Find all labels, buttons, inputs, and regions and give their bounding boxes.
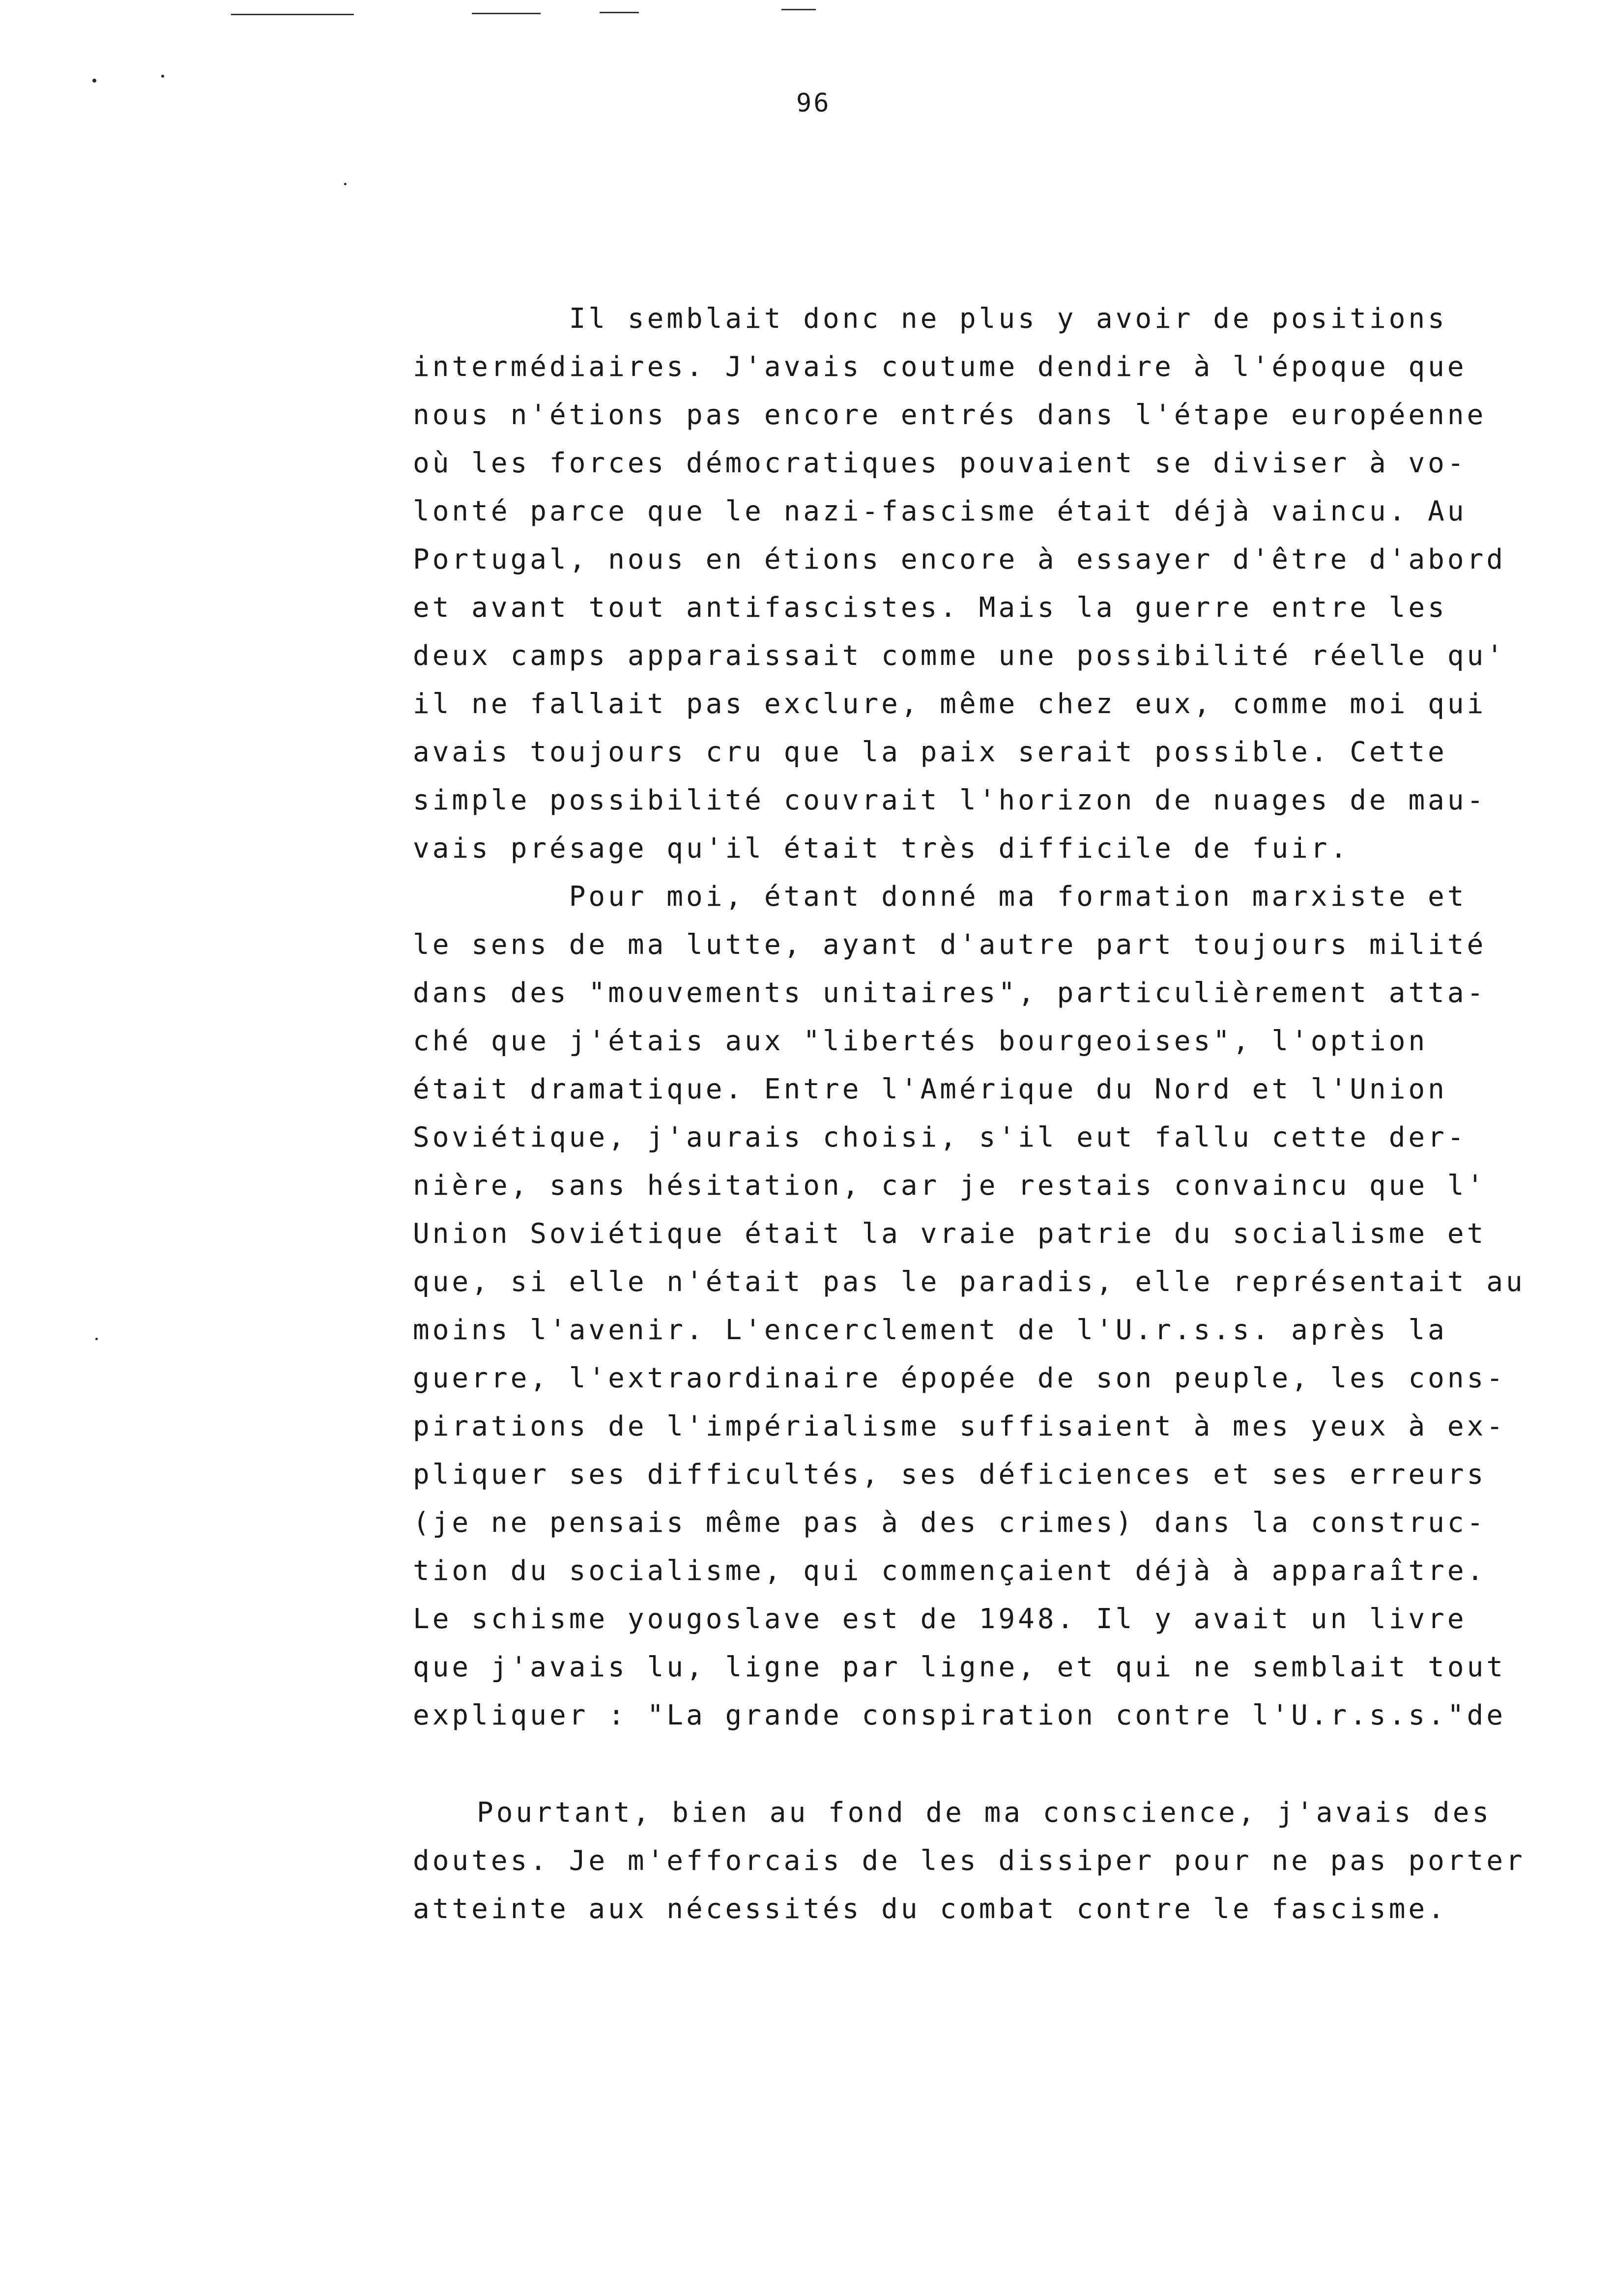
text-line: dans des "mouvements unitaires", particulièrement atta-: [413, 977, 1487, 1009]
text-line: tion du socialisme, qui commençaient déjà à apparaître.: [413, 1555, 1487, 1587]
text-line: Soviétique, j'aurais choisi, s'il eut fallu cette der-: [413, 1121, 1467, 1153]
text-line: lonté parce que le nazi-fascisme était déjà vaincu. Au: [413, 495, 1467, 527]
text-line: et avant tout antifascistes. Mais la guerre entre les: [413, 592, 1447, 624]
text-line: doutes. Je m'efforcais de les dissiper pour ne pas porter: [413, 1845, 1526, 1877]
text-line: moins l'avenir. L'encerclement de l'U.r.s.s. après la: [413, 1314, 1447, 1346]
text-line: que j'avais lu, ligne par ligne, et qui ne semblait tout: [413, 1651, 1506, 1683]
scan-artifact-line: [781, 9, 816, 10]
text-line: avais toujours cru que la paix serait possible. Cette: [413, 736, 1447, 768]
paragraph-gap: [413, 1740, 1543, 1789]
text-line: Pourtant, bien au fond de ma conscience, j'avais des: [477, 1797, 1492, 1829]
text-line: Il semblait donc ne plus y avoir de positions: [413, 303, 1447, 335]
text-line: simple possibilité couvrait l'horizon de nuages de mau-: [413, 784, 1487, 816]
text-line: Portugal, nous en étions encore à essayer d'être d'abord: [413, 544, 1506, 575]
scan-artifact-line: [231, 14, 354, 15]
text-line: Pour moi, étant donné ma formation marxiste et: [413, 881, 1467, 913]
text-line: pliquer ses difficultés, ses déficiences et ses erreurs: [413, 1459, 1487, 1491]
text-line: vais présage qu'il était très difficile de fuir.: [413, 832, 1350, 864]
text-line: que, si elle n'était pas le paradis, elle représentait au: [413, 1266, 1526, 1298]
text-line: intermédiaires. J'avais coutume dendire à l'époque que: [413, 351, 1467, 383]
text-line: Union Soviétique était la vraie patrie du socialisme et: [413, 1218, 1487, 1250]
text-line: (je ne pensais même pas à des crimes) dans la construc-: [413, 1507, 1487, 1539]
text-line: Le schisme yougoslave est de 1948. Il y avait un livre: [413, 1603, 1467, 1635]
text-line: le sens de ma lutte, ayant d'autre part toujours milité: [413, 929, 1487, 961]
text-line: expliquer : "La grande conspiration contre l'U.r.s.s."de: [413, 1699, 1506, 1731]
text-line: nière, sans hésitation, car je restais convaincu que l': [413, 1170, 1487, 1202]
text-line: ché que j'étais aux "libertés bourgeoises", l'option: [413, 1025, 1428, 1057]
scan-artifact-line: [600, 12, 639, 13]
body-text: [413, 295, 1543, 1933]
scan-artifact-line: [472, 13, 541, 14]
text-line: était dramatique. Entre l'Amérique du Nord et l'Union: [413, 1073, 1447, 1105]
text-line: où les forces démocratiques pouvaient se diviser à vo-: [413, 447, 1467, 479]
text-line: deux camps apparaissait comme une possibilité réelle qu': [413, 640, 1506, 672]
text-line: nous n'étions pas encore entrés dans l'étape européenne: [413, 399, 1487, 431]
text-line: il ne fallait pas exclure, même chez eux, comme moi qui: [413, 688, 1487, 720]
scan-artifact-dot: [161, 75, 164, 78]
scan-artifact-dot: [92, 79, 96, 83]
page-number: 96: [796, 88, 831, 118]
text-line: guerre, l'extraordinaire épopée de son peuple, les cons-: [413, 1362, 1506, 1394]
text-line: atteinte aux nécessités du combat contre le fascisme.: [413, 1893, 1447, 1925]
scan-artifact-dot: [95, 1338, 98, 1340]
text-line: pirations de l'impérialisme suffisaient à mes yeux à ex-: [413, 1410, 1506, 1442]
scan-artifact-dot: [344, 183, 346, 185]
